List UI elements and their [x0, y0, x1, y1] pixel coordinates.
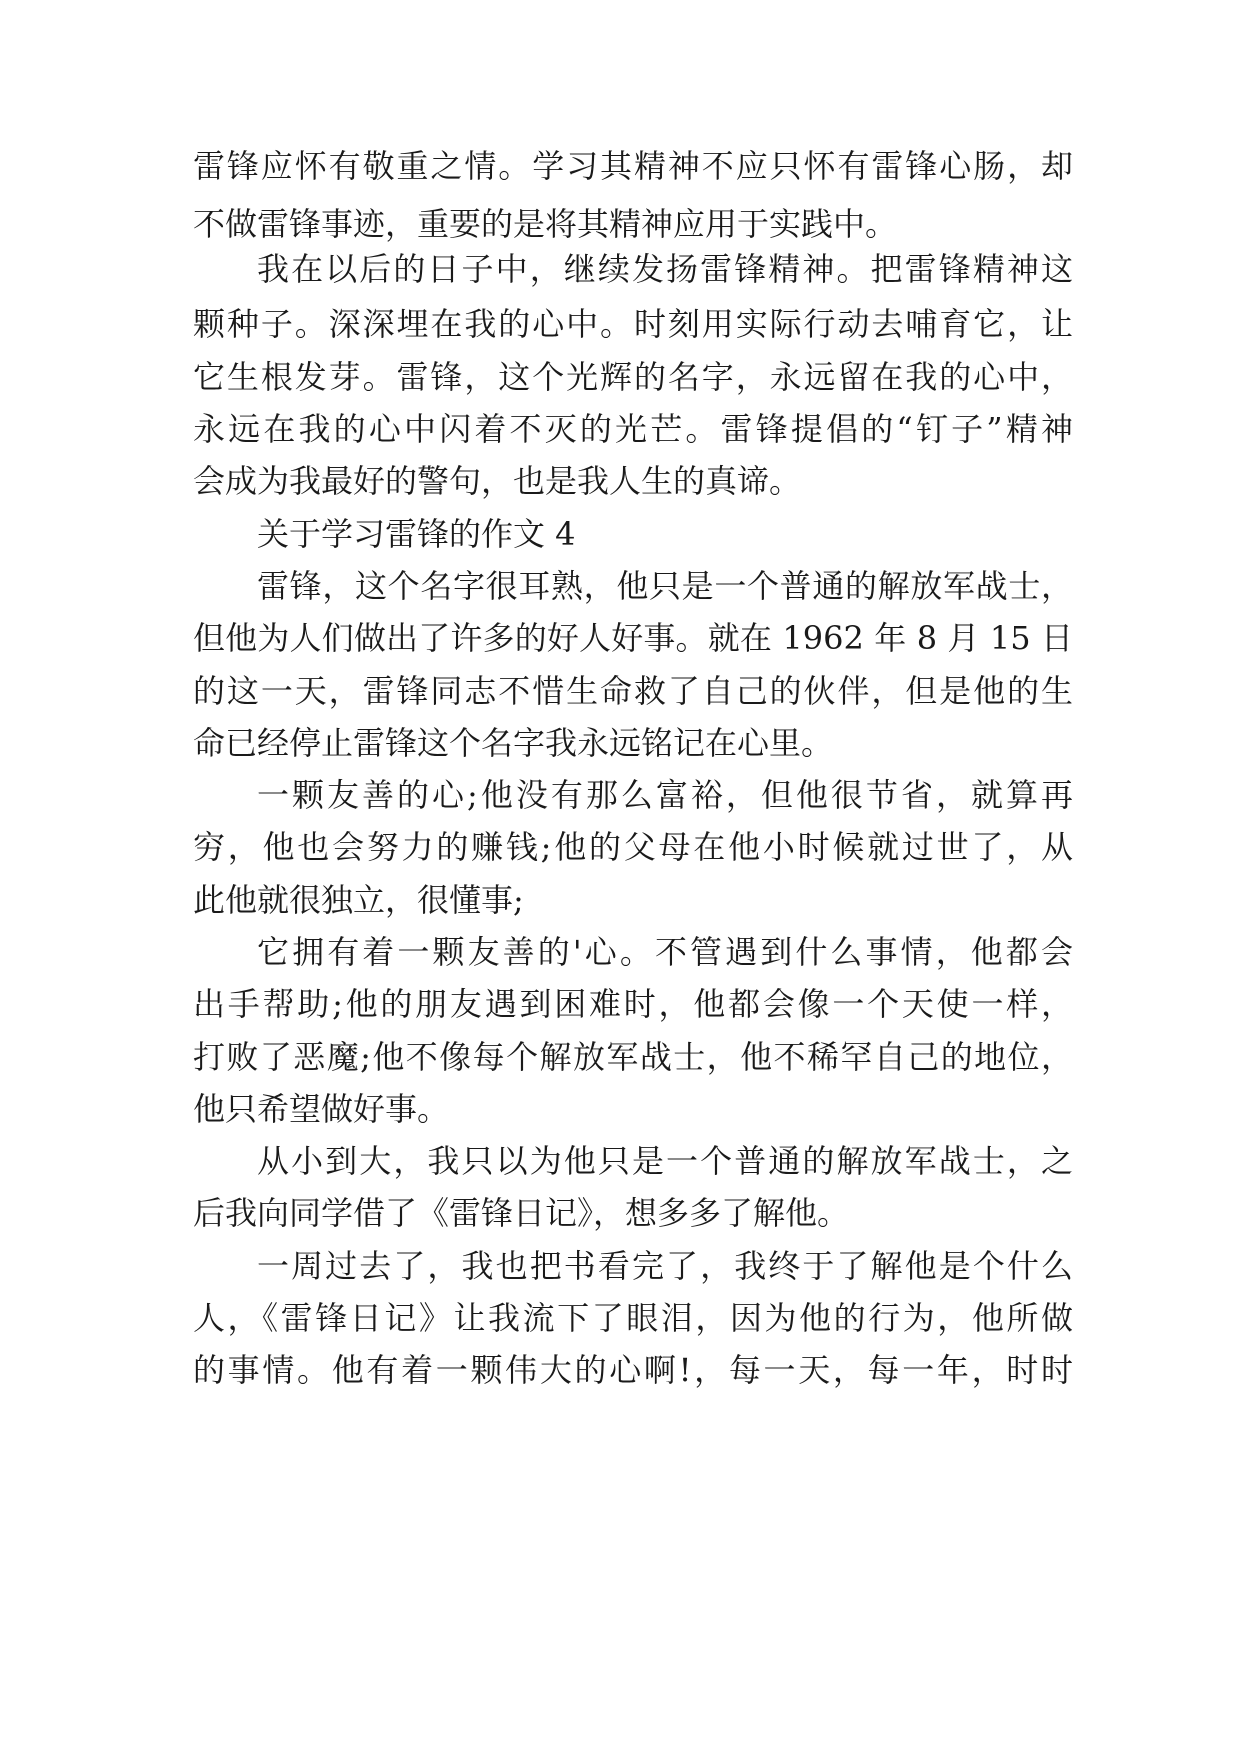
text-line: 人，《雷锋日记》让我流下了眼泪，因为他的行为，他所做 — [193, 1299, 1073, 1337]
text-line: 但他为人们做出了许多的好人好事。就在 1962 年 8 月 15 日 — [193, 619, 1073, 657]
paragraph-first-line: 从小到大，我只以为他只是一个普通的解放军战士，之 — [257, 1142, 1073, 1180]
text-line: 会成为我最好的警句，也是我人生的真谛。 — [193, 462, 802, 500]
text-line: 的这一天，雷锋同志不惜生命救了自己的伙伴，但是他的生 — [193, 672, 1073, 710]
paragraph-first-line: 一颗友善的心;他没有那么富裕，但他很节省，就算再 — [257, 776, 1073, 814]
text-line: 后我向同学借了《雷锋日记》，想多多了解他。 — [193, 1194, 850, 1232]
paragraph-first-line: 它拥有着一颗友善的'心。不管遇到什么事情，他都会 — [257, 933, 1073, 971]
text-line: 命已经停止雷锋这个名字我永远铭记在心里。 — [193, 724, 834, 762]
text-line: 不做雷锋事迹，重要的是将其精神应用于实践中。 — [193, 205, 898, 243]
text-line: 打败了恶魔;他不像每个解放军战士，他不稀罕自己的地位， — [193, 1038, 1073, 1076]
text-line: 他只希望做好事。 — [193, 1090, 450, 1128]
text-line: 出手帮助;他的朋友遇到困难时，他都会像一个天使一样， — [193, 985, 1073, 1023]
text-line: 的事情。他有着一颗伟大的心啊!，每一天，每一年，时时 — [193, 1351, 1073, 1389]
text-line: 此他就很独立，很懂事; — [193, 881, 524, 919]
text-line: 颗种子。深深埋在我的心中。时刻用实际行动去哺育它，让 — [193, 305, 1073, 343]
section-heading: 关于学习雷锋的作文 4 — [257, 515, 576, 553]
text-line: 永远在我的心中闪着不灭的光芒。雷锋提倡的“钉子”精神 — [193, 410, 1073, 448]
text-line: 穷，他也会努力的赚钱;他的父母在他小时候就过世了，从 — [193, 828, 1073, 866]
paragraph-first-line: 雷锋，这个名字很耳熟，他只是一个普通的解放军战士， — [257, 567, 1073, 605]
paragraph-first-line: 一周过去了，我也把书看完了，我终于了解他是个什么 — [257, 1247, 1073, 1285]
paragraph-first-line: 我在以后的日子中，继续发扬雷锋精神。把雷锋精神这 — [257, 250, 1073, 288]
text-line: 它生根发芽。雷锋，这个光辉的名字，永远留在我的心中， — [193, 358, 1073, 396]
text-line: 雷锋应怀有敬重之情。学习其精神不应只怀有雷锋心肠，却 — [193, 147, 1073, 185]
